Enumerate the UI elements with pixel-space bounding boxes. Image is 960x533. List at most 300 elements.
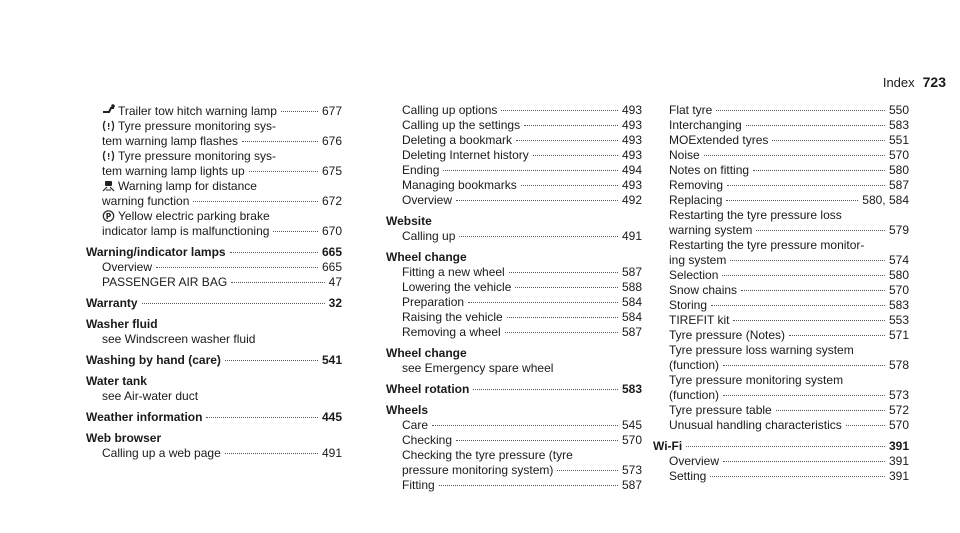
dot-leader — [733, 320, 885, 321]
index-subentry — [386, 148, 642, 163]
dot-leader — [722, 275, 885, 276]
index-subentry — [386, 295, 642, 310]
trailer-hitch-icon — [102, 103, 115, 115]
index-line — [653, 454, 909, 469]
index-heading — [86, 245, 342, 260]
entry-text: Overview — [102, 260, 153, 274]
page-reference: 570 — [621, 433, 642, 447]
index-line — [653, 418, 909, 433]
index-line — [86, 119, 342, 134]
index-heading — [86, 353, 342, 368]
index-line — [386, 280, 642, 295]
index-line — [653, 208, 909, 223]
index-subentry — [86, 224, 342, 239]
page-reference: 665 — [321, 260, 342, 274]
page-reference: 675 — [321, 164, 342, 178]
entry-text: Warning lamp for distance — [118, 179, 257, 193]
dot-leader — [242, 141, 318, 142]
dot-leader — [468, 302, 618, 303]
dot-leader — [723, 365, 885, 366]
entry-text: Yellow electric parking brake — [118, 209, 270, 223]
entry-text: tem warning lamp flashes — [102, 134, 239, 148]
index-line — [653, 268, 909, 283]
index-subentry — [86, 260, 342, 275]
index-line — [653, 253, 909, 268]
entry-text: Lowering the vehicle — [402, 280, 512, 294]
index-subentry — [86, 134, 342, 149]
entry-text: Selection — [669, 268, 719, 282]
entry-text: Care — [402, 418, 429, 432]
entry-text: indicator lamp is malfunctioning — [102, 224, 270, 238]
index-subentry — [86, 164, 342, 179]
index-line — [653, 193, 909, 208]
entry-text: Preparation — [402, 295, 465, 309]
entry-text: Calling up — [402, 229, 456, 243]
index-subentry — [86, 179, 342, 194]
dot-leader — [524, 125, 618, 126]
dot-leader — [727, 185, 885, 186]
entry-text: Restarting the tyre pressure monitor- — [669, 238, 865, 252]
page-reference: 391 — [888, 454, 909, 468]
tyre-pressure-icon — [102, 120, 115, 132]
index-heading — [86, 317, 342, 332]
entry-text: Fitting a new wheel — [402, 265, 505, 279]
index-subentry — [653, 418, 909, 433]
index-subentry — [86, 332, 342, 347]
dot-leader — [521, 185, 618, 186]
page-reference: 491 — [621, 229, 642, 243]
index-line — [86, 410, 342, 425]
dot-leader — [456, 440, 618, 441]
index-line — [653, 358, 909, 373]
entry-text: warning function — [102, 194, 190, 208]
entry-text: Noise — [669, 148, 700, 162]
index-line — [86, 374, 342, 389]
index-line — [386, 148, 642, 163]
index-line — [386, 265, 642, 280]
header-page-number: 723 — [922, 74, 946, 90]
page-reference: 584 — [621, 310, 642, 324]
index-line — [653, 163, 909, 178]
page-reference: 570 — [888, 148, 909, 162]
entry-text: Notes on fitting — [669, 163, 750, 177]
index-subentry — [386, 478, 642, 493]
entry-text: Snow chains — [669, 283, 738, 297]
index-subentry — [653, 403, 909, 418]
index-subentry — [386, 463, 642, 478]
entry-text: Calling up options — [402, 103, 498, 117]
dot-leader — [225, 453, 318, 454]
dot-leader — [730, 260, 885, 261]
dot-leader — [533, 155, 618, 156]
dot-leader — [225, 360, 318, 361]
index-subentry — [86, 103, 342, 119]
index-subentry — [386, 325, 642, 340]
dot-leader — [509, 272, 618, 273]
index-line — [386, 163, 642, 178]
index-subentry — [86, 119, 342, 134]
index-subentry — [386, 229, 642, 244]
index-subentry — [386, 280, 642, 295]
entry-text: Washing by hand (care) — [86, 353, 221, 367]
dot-leader — [230, 252, 318, 253]
entry-text: Setting — [669, 469, 707, 483]
index-line — [386, 361, 642, 376]
entry-text: Tyre pressure monitoring system — [669, 373, 844, 387]
dot-leader — [516, 140, 618, 141]
index-subentry — [653, 253, 909, 268]
index-heading — [386, 382, 642, 397]
page-reference: 580 — [888, 268, 909, 282]
index-line — [86, 353, 342, 368]
entry-text: Tyre pressure monitoring sys- — [118, 149, 277, 163]
dot-leader — [846, 425, 885, 426]
dot-leader — [507, 317, 618, 318]
index-line — [86, 431, 342, 446]
entry-text: Interchanging — [669, 118, 742, 132]
index-line — [386, 382, 642, 397]
dot-leader — [281, 111, 318, 112]
index-line — [653, 373, 909, 388]
page-reference: 550 — [888, 103, 909, 117]
index-line — [653, 403, 909, 418]
entry-text: Wheel rotation — [386, 382, 470, 396]
index-line — [653, 283, 909, 298]
index-line — [386, 118, 642, 133]
entry-text: Managing bookmarks — [402, 178, 517, 192]
index-line — [86, 260, 342, 275]
index-line — [386, 214, 642, 229]
index-subentry — [653, 358, 909, 373]
index-subentry — [653, 118, 909, 133]
page-reference: 553 — [888, 313, 909, 327]
entry-text: (function) — [669, 358, 720, 372]
index-heading — [386, 403, 642, 418]
index-subentry — [86, 389, 342, 404]
index-line — [653, 313, 909, 328]
entry-text: Wheel change — [386, 250, 467, 264]
index-line — [86, 317, 342, 332]
index-subentry — [653, 103, 909, 118]
index-heading — [653, 439, 909, 454]
page-reference: 493 — [621, 118, 642, 132]
entry-text: Restarting the tyre pressure loss — [669, 208, 842, 222]
entry-text: Overview — [669, 454, 720, 468]
index-subentry — [386, 163, 642, 178]
index-subentry — [653, 469, 909, 484]
dot-leader — [756, 230, 885, 231]
dot-leader — [686, 446, 885, 447]
index-line — [386, 193, 642, 208]
dot-leader — [746, 125, 885, 126]
tyre-pressure-icon — [102, 150, 115, 162]
entry-text: Wheels — [386, 403, 429, 417]
index-subentry — [86, 149, 342, 164]
index-line — [653, 238, 909, 253]
index-heading — [86, 374, 342, 389]
dot-leader — [741, 290, 885, 291]
index-subentry — [653, 343, 909, 358]
index-subentry — [386, 193, 642, 208]
index-line — [653, 133, 909, 148]
page-reference: 583 — [888, 298, 909, 312]
index-heading — [86, 410, 342, 425]
entry-text: Flat tyre — [669, 103, 713, 117]
entry-text: Replacing — [669, 193, 723, 207]
index-line — [653, 328, 909, 343]
page-reference: 391 — [888, 439, 909, 453]
entry-text: Web browser — [86, 431, 162, 445]
dot-leader — [710, 476, 885, 477]
index-line — [653, 148, 909, 163]
entry-text: Trailer tow hitch warning lamp — [118, 104, 277, 118]
index-line — [653, 343, 909, 358]
entry-text: warning system — [669, 223, 753, 237]
entry-text: Raising the vehicle — [402, 310, 503, 324]
dot-leader — [193, 201, 318, 202]
index-subentry — [86, 275, 342, 290]
dot-leader — [273, 231, 318, 232]
index-subentry — [653, 388, 909, 403]
index-subentry — [386, 310, 642, 325]
index-line — [386, 229, 642, 244]
entry-text: Washer fluid — [86, 317, 158, 331]
index-line — [86, 164, 342, 179]
index-subentry — [386, 418, 642, 433]
page-reference: 493 — [621, 148, 642, 162]
dot-leader — [456, 200, 618, 201]
index-line — [386, 295, 642, 310]
index-line — [386, 133, 642, 148]
index-line — [653, 118, 909, 133]
index-subentry — [653, 313, 909, 328]
index-subentry — [653, 283, 909, 298]
entry-text: Tyre pressure table — [669, 403, 772, 417]
page-reference: 391 — [888, 469, 909, 483]
index-line — [86, 446, 342, 461]
index-line — [86, 275, 342, 290]
index-line — [386, 478, 642, 493]
index-subentry — [86, 446, 342, 461]
page-reference: 47 — [328, 275, 342, 289]
page-reference: 587 — [888, 178, 909, 192]
entry-text: Website — [386, 214, 432, 228]
index-subentry — [386, 448, 642, 463]
index-subentry — [386, 133, 642, 148]
page-reference: 574 — [888, 253, 909, 267]
index-subentry — [653, 298, 909, 313]
entry-text: Deleting a bookmark — [402, 133, 513, 147]
page-reference: 672 — [321, 194, 342, 208]
index-line — [386, 433, 642, 448]
page-reference: 583 — [621, 382, 642, 396]
index-line — [653, 388, 909, 403]
entry-text: Calling up a web page — [102, 446, 221, 460]
index-heading — [86, 431, 342, 446]
index-line — [86, 194, 342, 209]
page-reference: 493 — [621, 133, 642, 147]
index-line — [653, 439, 909, 454]
index-subentry — [386, 178, 642, 193]
index-line — [86, 103, 342, 119]
entry-text: Checking — [402, 433, 453, 447]
page-reference: 491 — [321, 446, 342, 460]
dot-leader — [156, 267, 318, 268]
page-reference: 445 — [321, 410, 342, 424]
index-subentry — [653, 133, 909, 148]
entry-text: Fitting — [402, 478, 435, 492]
entry-text: MOExtended tyres — [669, 133, 769, 147]
index-subentry — [86, 209, 342, 224]
entry-text: Warranty — [86, 296, 138, 310]
index-heading — [386, 250, 642, 265]
index-subentry — [653, 238, 909, 253]
page-reference: 545 — [621, 418, 642, 432]
page-reference: 583 — [888, 118, 909, 132]
entry-text: (function) — [669, 388, 720, 402]
index-line — [86, 224, 342, 239]
entry-text: Overview — [402, 193, 453, 207]
index-line — [86, 134, 342, 149]
dot-leader — [142, 303, 325, 304]
dot-leader — [206, 417, 318, 418]
page-reference: 541 — [321, 353, 342, 367]
page-reference: 579 — [888, 223, 909, 237]
dot-leader — [711, 305, 885, 306]
entry-text: ing system — [669, 253, 727, 267]
dot-leader — [557, 470, 618, 471]
entry-text: Tyre pressure (Notes) — [669, 328, 786, 342]
dot-leader — [443, 170, 618, 171]
entry-text: Tyre pressure monitoring sys- — [118, 119, 277, 133]
dot-leader — [432, 425, 618, 426]
dot-leader — [231, 282, 324, 283]
index-subentry — [386, 361, 642, 376]
page-reference: 493 — [621, 103, 642, 117]
dot-leader — [704, 155, 885, 156]
entry-text: Calling up the settings — [402, 118, 521, 132]
entry-text: PASSENGER AIR BAG — [102, 275, 228, 289]
page-reference: 32 — [328, 296, 342, 310]
distance-warning-icon — [102, 180, 115, 192]
index-subentry — [653, 328, 909, 343]
index-heading — [86, 296, 342, 311]
index-subentry — [653, 208, 909, 223]
entry-text: Ending — [402, 163, 440, 177]
dot-leader — [789, 335, 885, 336]
index-subentry — [386, 433, 642, 448]
entry-text: Wheel change — [386, 346, 467, 360]
index-line — [86, 245, 342, 260]
dot-leader — [515, 287, 618, 288]
page-reference: 580 — [888, 163, 909, 177]
index-subentry — [653, 223, 909, 238]
index-line — [653, 178, 909, 193]
entry-text: Water tank — [86, 374, 147, 388]
index-heading — [386, 214, 642, 229]
entry-text: tem warning lamp lights up — [102, 164, 245, 178]
dot-leader — [772, 140, 885, 141]
dot-leader — [505, 332, 618, 333]
header-title: Index — [882, 75, 915, 90]
entry-text: Removing — [669, 178, 724, 192]
page-reference: 588 — [621, 280, 642, 294]
dot-leader — [753, 170, 885, 171]
index-column-1 — [86, 103, 342, 461]
index-subentry — [653, 163, 909, 178]
index-column-3 — [653, 103, 909, 484]
entry-text: TIREFIT kit — [669, 313, 730, 327]
index-line — [386, 310, 642, 325]
dot-leader — [726, 200, 858, 201]
page-reference: 587 — [621, 478, 642, 492]
page-reference: 580, 584 — [862, 193, 909, 207]
page-header — [883, 74, 946, 90]
index-subentry — [653, 178, 909, 193]
page-reference: 573 — [888, 388, 909, 402]
dot-leader — [501, 110, 618, 111]
index-line — [386, 325, 642, 340]
dot-leader — [723, 461, 885, 462]
index-line — [653, 469, 909, 484]
page-reference: 670 — [321, 224, 342, 238]
index-subentry — [653, 373, 909, 388]
page-reference: 676 — [321, 134, 342, 148]
index-line — [653, 223, 909, 238]
page-reference: 492 — [621, 193, 642, 207]
entry-text: Deleting Internet history — [402, 148, 529, 162]
index-line — [86, 149, 342, 164]
page-reference: 551 — [888, 133, 909, 147]
entry-text: Warning/indicator lamps — [86, 245, 226, 259]
entry-text: Tyre pressure loss warning system — [669, 343, 854, 357]
dot-leader — [473, 389, 618, 390]
page-reference: 571 — [888, 328, 909, 342]
page-reference: 570 — [888, 283, 909, 297]
index-subentry — [653, 268, 909, 283]
entry-text: see Air-water duct — [102, 389, 199, 403]
index-column-2 — [386, 103, 642, 493]
index-subentry — [653, 193, 909, 208]
index-line — [86, 179, 342, 194]
entry-text: pressure monitoring system) — [402, 463, 554, 477]
entry-text: Removing a wheel — [402, 325, 501, 339]
index-line — [653, 298, 909, 313]
entry-text: Storing — [669, 298, 708, 312]
page-reference: 494 — [621, 163, 642, 177]
entry-text: Checking the tyre pressure (tyre — [402, 448, 573, 462]
page-reference: 584 — [621, 295, 642, 309]
index-line — [86, 332, 342, 347]
index-line — [386, 178, 642, 193]
index-line — [86, 209, 342, 224]
entry-text: Wi-Fi — [653, 439, 683, 453]
entry-text: Weather information — [86, 410, 203, 424]
index-line — [386, 418, 642, 433]
index-line — [653, 103, 909, 118]
page-reference: 573 — [621, 463, 642, 477]
index-line — [386, 103, 642, 118]
page-reference: 587 — [621, 265, 642, 279]
page-reference: 587 — [621, 325, 642, 339]
svg-text:P: P — [105, 212, 112, 221]
dot-leader — [439, 485, 618, 486]
page-reference: 578 — [888, 358, 909, 372]
entry-text: see Emergency spare wheel — [402, 361, 554, 375]
page-reference: 493 — [621, 178, 642, 192]
dot-leader — [776, 410, 885, 411]
entry-text: see Windscreen washer fluid — [102, 332, 256, 346]
